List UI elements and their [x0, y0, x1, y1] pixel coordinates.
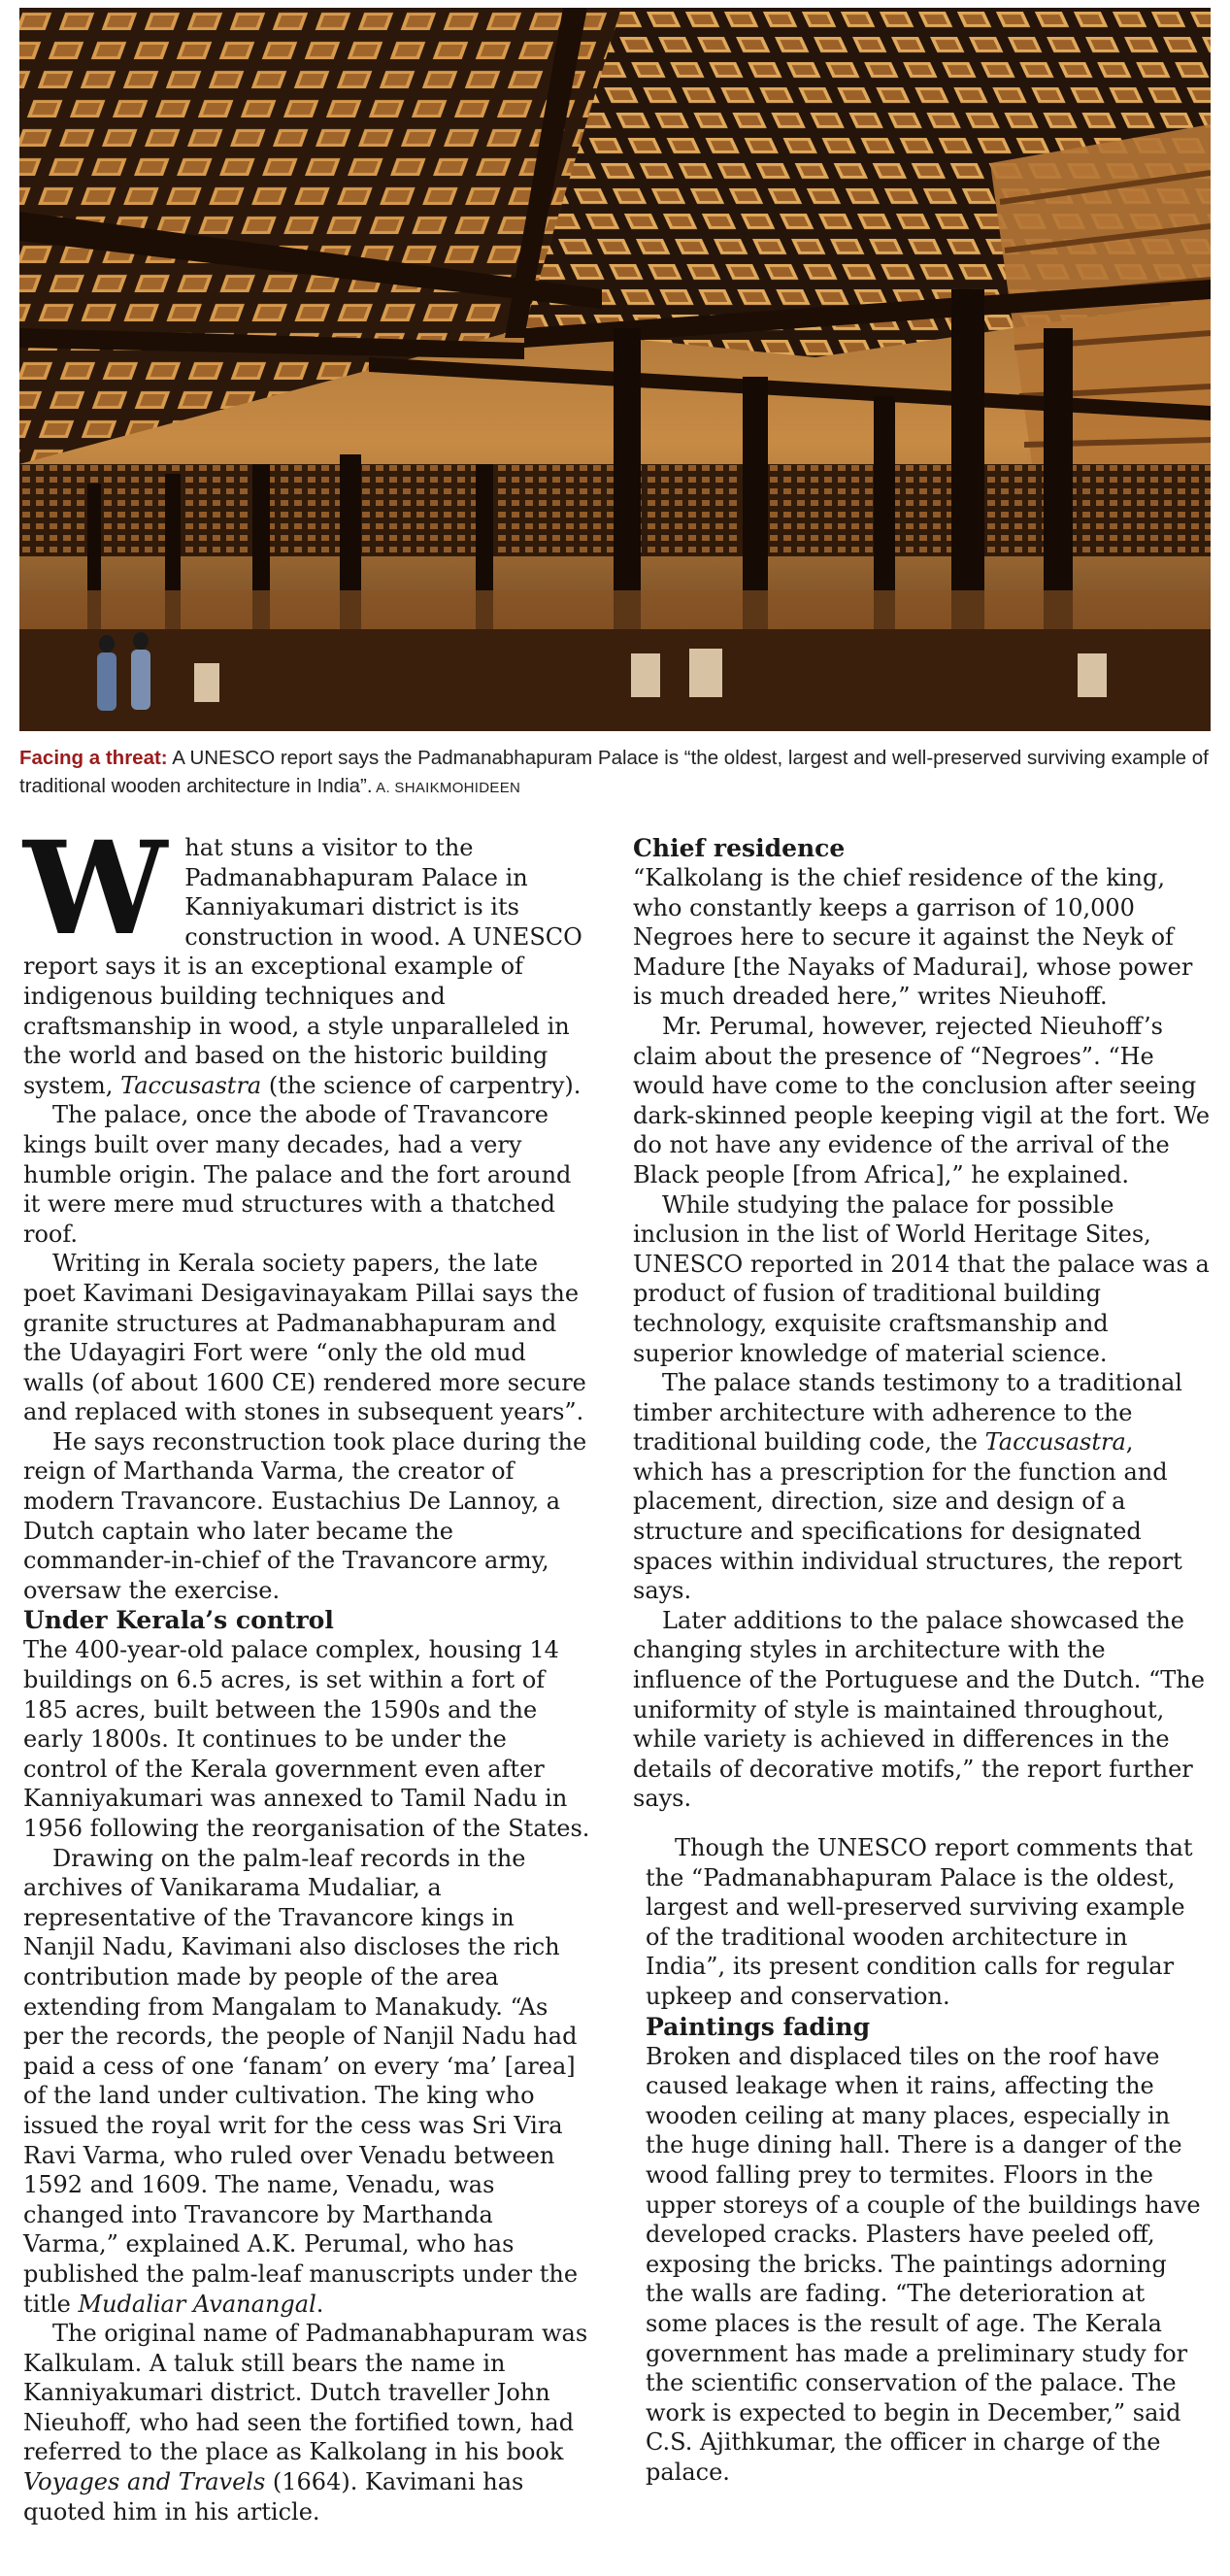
paragraph-italic: Voyages and Travels: [23, 2468, 266, 2496]
paragraph-text: The palace stands testimony to a traditional timber architecture with adherence to the traditional building code, the: [633, 1369, 1182, 1456]
photo-illustration: [19, 8, 1211, 731]
article-column-right-lower: [646, 1833, 1211, 2487]
subheading-chief-residence: Chief residence: [633, 834, 846, 862]
article-paragraph-8: “Kalkolang is the chief residence of the king, who constantly keeps a garrison of 10,000 Negroes here to secure it against the Neyk of Madure [the Nayaks of Madurai], whose power is much dreaded here,” writes Nieuhoff.: [633, 864, 1193, 1011]
article-paragraph-3: Writing in Kerala society papers, the late poet Kavimani Desigavinayakam Pillai says the granite structures at Padmanabhapuram and the Udayagiri Fort were “only the old mud walls (of about 1600 CE) rendered more secure and replaced with stones in subsequent years”.: [23, 1250, 586, 1426]
article-paragraph-7: [23, 2319, 592, 2526]
article-column-right: [633, 833, 1211, 1814]
caption-text: A UNESCO report says the Padmanabhapuram Palace is “the oldest, largest and well-preserved surviving example of traditional wooden architecture in India”.: [19, 747, 1209, 797]
article-paragraph-11: [633, 1368, 1211, 1606]
drop-cap: W: [23, 814, 168, 964]
paragraph-text: The original name of Padmanabhapuram was Kalkulam. A taluk still bears the name in Kanniyakumari district. Dutch traveller John Nieuhoff, who had seen the fortified town, had referred to the place as Kalkolang in his book: [23, 2320, 588, 2466]
caption-lead: Facing a threat:: [19, 747, 168, 769]
article-paragraph-13: Though the UNESCO report comments that the “Padmanabhapuram Palace is the oldest, largest and well-preserved surviving example of the traditional wooden architecture in India”, its present condition calls for regular upkeep and conservation.: [646, 1834, 1193, 2010]
paragraph-text: Drawing on the palm-leaf records in the archives of Vanikarama Mudaliar, a representative of the Travancore kings in Nanjil Nadu, Kavimani also discloses the rich contribution made by people of the area extending from Mangalam to Manakudy. “As per the records, the people of Nanjil Nadu had paid a cess of one ‘fanam’ on every ‘ma’ [area] of the land under cultivation. The king who issued the royal writ for the cess was Sri Vira Ravi Varma, who ruled over Venadu between 1592 and 1609. The name, Venadu, was changed into Travancore by Marthanda Varma,” explained A.K. Perumal, who has published the palm-leaf manuscripts under the title: [23, 1844, 579, 2318]
article-paragraph-2: The palace, once the abode of Travancore kings built over many decades, had a very humble origin. The palace and the fort around it were mere mud structures with a thatched roof.: [23, 1101, 572, 1248]
article-paragraph-1: [23, 814, 592, 1100]
paragraph-text-end: , which has a prescription for the function and placement, direction, size and design of a structure and specifications for designated spaces within individual structures, the report says.: [633, 1428, 1182, 1605]
article-column-left: [23, 814, 592, 2526]
article-paragraph-4: He says reconstruction took place during the reign of Marthanda Varma, the creator of modern Travancore. Eustachius De Lannoy, a Dutch captain who later became the commander-in-chief of the Travancore army, oversaw the exercise.: [23, 1427, 587, 1604]
paragraph-italic: Taccusastra: [984, 1428, 1126, 1456]
paragraph-italic: Mudaliar Avanangal: [78, 2290, 316, 2318]
article-paragraph-10: While studying the palace for possible inclusion in the list of World Heritage Sites, UNESCO reported in 2014 that the palace was a product of fusion of traditional building technology, exquisite craftsmanship and superior knowledge of material science.: [633, 1190, 1210, 1367]
paragraph-text: hat stuns a visitor to the Padmanabhapuram Palace in Kanniyakumari district is its construction in wood. A UNESCO report says it is an exceptional example of indigenous building techniques and craftsmanship in wood, a style unparalleled in the world and based on the historic building system,: [23, 834, 582, 1099]
subheading-kerala-control: Under Kerala’s control: [23, 1606, 334, 1635]
article-paragraph-9: Mr. Perumal, however, rejected Nieuhoff’s claim about the presence of “Negroes”. “He would have come to the conclusion after seeing dark-skinned people keeping vigil at the fort. We do not have any evidence of the arrival of the Black people [from Africa],” he explained.: [633, 1012, 1211, 1188]
article-paragraph-5: The 400-year-old palace complex, housing 14 buildings on 6.5 acres, is set within a fort of 185 acres, built between the 1590s and the early 1800s. It continues to be under the control of the Kerala government even after Kanniyakumari was annexed to Tamil Nadu in 1956 following the reorganisation of the States.: [23, 1636, 590, 1842]
article-paragraph-6: [23, 1844, 592, 2320]
subheading-paintings-fading: Paintings fading: [646, 2012, 871, 2041]
paragraph-text-end: .: [316, 2290, 324, 2318]
photo-caption: [19, 744, 1211, 802]
paragraph-text-end: (the science of carpentry).: [261, 1071, 582, 1099]
article-paragraph-12: Later additions to the palace showcased the changing styles in architecture with the influence of the Portuguese and the Dutch. “The uniformity of style is maintained throughout, while variety is achieved in differences in the details of decorative motifs,” the report further says.: [633, 1606, 1205, 1813]
caption-credit: A. SHAIKMOHIDEEN: [372, 780, 521, 796]
article-paragraph-14: Broken and displaced tiles on the roof have caused leakage when it rains, affecting the wooden ceiling at many places, especially in the huge dining hall. There is a danger of the wood falling prey to termites. Floors in the upper storeys of a couple of the buildings have developed cracks. Plasters have peeled off, exposing the bricks. The paintings adorning the walls are fading. “The deterioration at some places is the result of age. The Kerala government has made a preliminary study for the scientific conservation of the palace. The work is expected to begin in December,” said C.S. Ajithkumar, the officer in charge of the palace.: [646, 2042, 1201, 2486]
paragraph-text-end: (1664). Kavimani has quoted him in his article.: [23, 2468, 524, 2526]
paragraph-italic: Taccusastra: [120, 1071, 262, 1099]
palace-interior-photo: [19, 8, 1211, 731]
